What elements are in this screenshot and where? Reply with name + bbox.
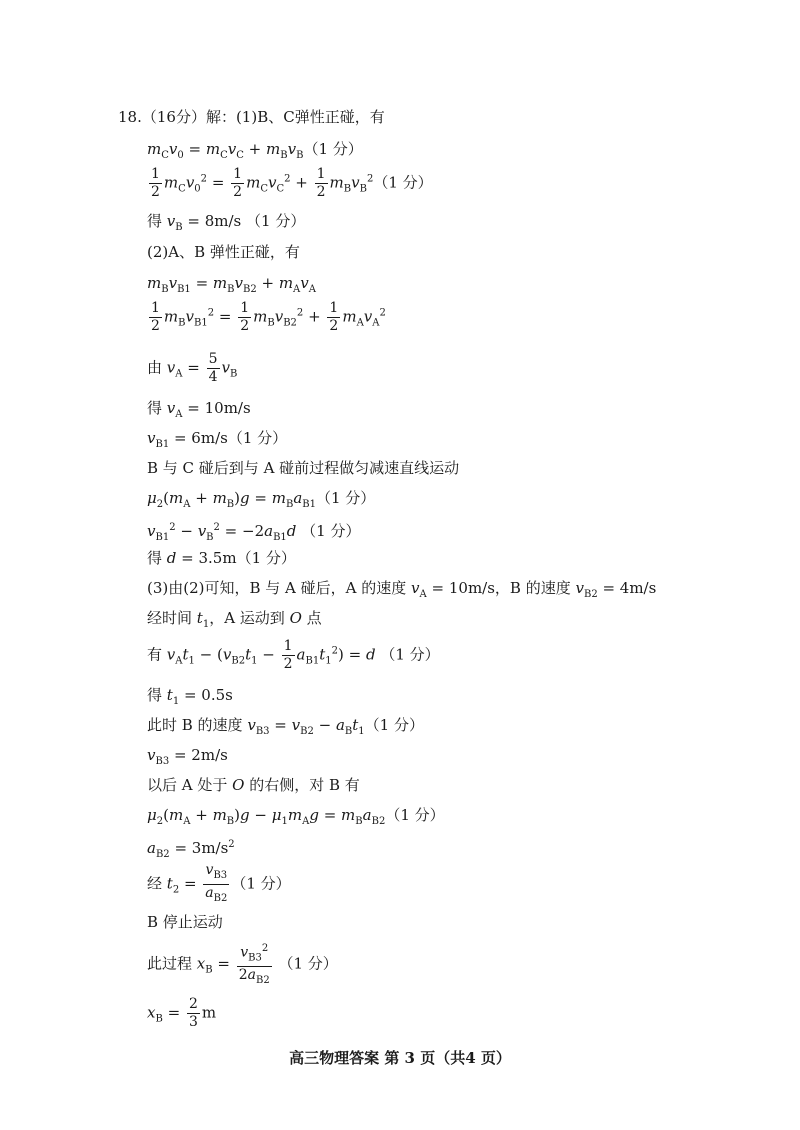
result-xb: $x_B$ = $\frac{2}{3}$ m [147,996,217,1030]
eq-energy-bc: $\frac{1}{2}$ $m_Cv_0^2$ = $\frac{1}{2}$ $m_Cv_C^2$ + $\frac{1}{2}$ $m_Bv_B^2(1$ 分） [151,166,433,200]
part2-heading: (2)A、B 弹性正碰，有 [147,243,300,261]
result-t1: 得 $t_1 = 0.5s$ [147,686,233,707]
eq-friction-ab1: $\mu_2(m_A + m_B)g = m_Ba_{B1}(1$ 分） [147,489,376,510]
result-ab2: $a_{B2} = 3m/s^2$ [147,839,235,860]
eq-energy-ab: $\frac{1}{2}$ $m_Bv_{B1}^2$ = $\frac{1}{2}$ $m_Bv_{B2}^2$ + $\frac{1}{2}$ $m_Av_A^2$ [151,300,386,334]
b-stops: B 停止运动 [147,913,223,931]
result-vb1: $v_{B1} = 6m/s(1$ 分） [147,429,288,450]
result-vb: 得 $v_B = 8m/s$ （1 分） [147,212,306,233]
eq-t2: 经 $t_2$ = $\frac{v_{B3}}{a_{B2}}$ （1 分） [147,862,291,907]
motion-description: B 与 C 碰后到与 A 碰前过程做匀减速直线运动 [147,459,460,477]
after-description: 以后 A 处于 O 的右侧，对 B 有 [147,776,360,794]
result-va: 得 $v_A = 10m/s$ [147,399,251,420]
eq-xb: 此过程 $x_B$ = $\frac{v_{B3}^2}{2a_{B2}}$ （1 分） [147,940,338,989]
result-vb3: $v_{B3} = 2m/s$ [147,746,228,767]
eq-vb3: 此时 B 的速度 $v_{B3} = v_{B2} - a_Bt_1(1$ 分） [147,716,424,737]
eq-friction-ab2: $\mu_2(m_A + m_B)g - \mu_1m_Ag = m_Ba_{B2}(1$ 分） [147,806,445,827]
time-t1-description: 经时间 $t_1$，A 运动到 O 点 [147,609,322,630]
page-footer: 高三物理答案 第 3 页（共4 页） [289,1049,511,1067]
eq-momentum-ab: $m_Bv_{B1} = m_Bv_{B2} + m_Av_A$ [147,274,316,295]
eq-displacement-t1: 有 $v_At_1 - (v_{B2}t_1$ − $\frac{1}{2}$ $a_{B1}t_1^2) = d$ （1 分） [147,638,440,672]
eq-va-ratio: 由 $v_A$ = $\frac{5}{4}$ $v_B$ [147,351,238,385]
part3-heading: (3)由(2)可知，B 与 A 碰后，A 的速度 $v_A = 10m/s$，B 的速度 $v_{B2} = 4m/s$ [147,579,657,600]
result-d: 得 d = 3.5m（1 分） [147,549,296,567]
eq-momentum-bc: $m_Cv_0 = m_Cv_C + m_Bv_B(1$ 分） [147,140,363,161]
question-heading: 18.（16分）解：(1)B、C弹性正碰，有 [118,108,385,126]
eq-kinematics-d: $v_{B1}^2 - v_B^2 = -2a_{B1}d$ （1 分） [147,522,361,543]
